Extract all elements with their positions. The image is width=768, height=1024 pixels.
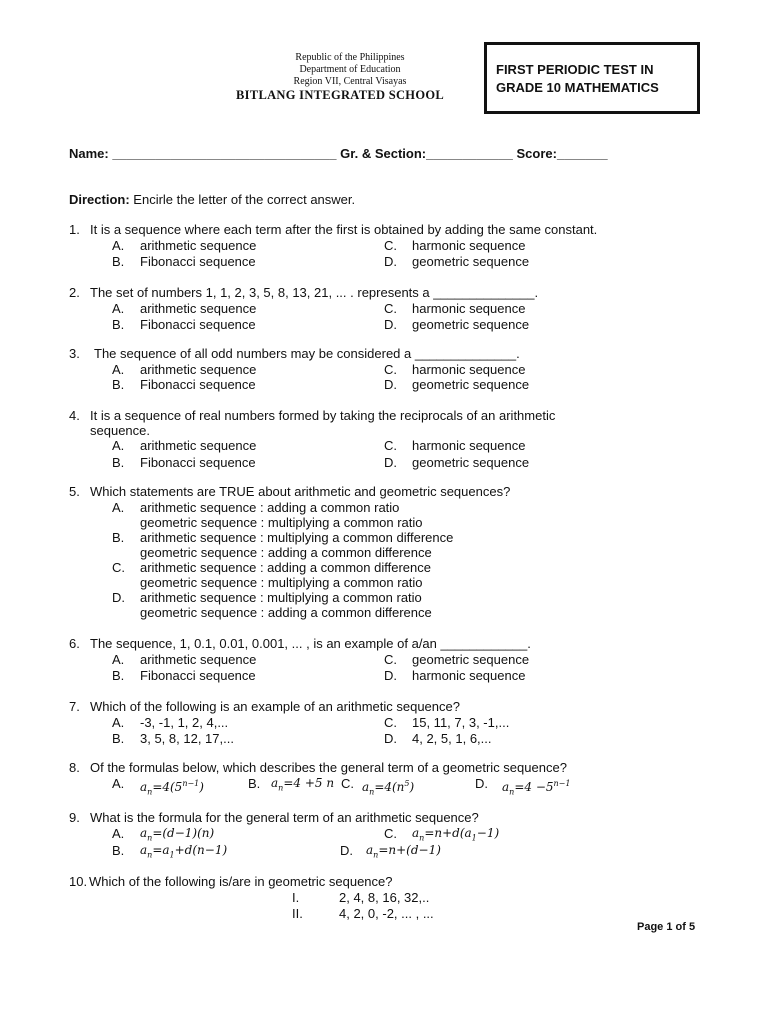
option-c-letter[interactable]: C.	[112, 560, 125, 575]
page-number: Page 1 of 5	[637, 921, 696, 933]
question-number: 6.	[69, 636, 80, 651]
question-number: 7.	[69, 699, 80, 714]
option-c-letter[interactable]: C.	[384, 826, 397, 841]
option-b-letter[interactable]: B.	[248, 776, 261, 791]
option-d-text: geometric sequence	[412, 455, 530, 470]
option-c-letter[interactable]: C.	[384, 652, 397, 667]
direction-text: Encirle the letter of the correct answer.	[133, 192, 356, 207]
question-number: 9.	[69, 810, 80, 825]
option-c-text: geometric sequence	[412, 652, 530, 667]
option-c-letter[interactable]: C.	[384, 438, 397, 453]
option-a-letter[interactable]: A.	[112, 715, 125, 730]
header-republic: Republic of the Philippines	[295, 52, 405, 63]
question-number: 3.	[69, 346, 80, 361]
option-d-letter[interactable]: D.	[384, 377, 397, 392]
option-a-line2: geometric sequence : multiplying a common ratio	[140, 515, 423, 530]
option-a-letter[interactable]: A.	[112, 438, 125, 453]
question-text: It is a sequence of real numbers formed by taking the reciprocals of an arithmetic	[90, 408, 556, 423]
name-field[interactable]: _______________________________	[112, 146, 337, 161]
question-number: 2.	[69, 285, 80, 300]
question-3	[0, 346, 768, 398]
option-b-letter[interactable]: B.	[112, 530, 125, 545]
question-text: Of the formulas below, which describes the general term of a geometric sequence?	[90, 760, 567, 775]
option-b-text: Fibonacci sequence	[140, 455, 256, 470]
option-a-text: arithmetic sequence	[140, 238, 257, 253]
direction-label: Direction:	[69, 192, 130, 207]
option-d-text: 4, 2, 5, 1, 6,...	[412, 731, 492, 746]
option-c-letter[interactable]: C.	[384, 238, 397, 253]
option-c-text: harmonic sequence	[412, 238, 526, 253]
question-7	[0, 699, 768, 751]
question-text: Which of the following is an example of an arithmetic sequence?	[90, 699, 460, 714]
question-2	[0, 285, 768, 337]
option-c-letter[interactable]: C.	[384, 715, 397, 730]
option-d-text: geometric sequence	[412, 254, 530, 269]
option-b-text: 3, 5, 8, 12, 17,...	[140, 731, 234, 746]
option-a-text: arithmetic sequence	[140, 301, 257, 316]
question-number: 4.	[69, 408, 80, 423]
option-a-text: arithmetic sequence	[140, 652, 257, 667]
option-a-text: arithmetic sequence	[140, 362, 257, 377]
question-number: 5.	[69, 484, 80, 499]
option-d-text: geometric sequence	[412, 317, 530, 332]
option-a-letter[interactable]: A.	[112, 301, 125, 316]
section-field[interactable]: ____________	[426, 146, 513, 161]
item-i-label: I.	[292, 890, 300, 905]
option-c-text: harmonic sequence	[412, 362, 526, 377]
option-a-letter[interactable]: A.	[112, 500, 125, 515]
question-5	[0, 484, 768, 624]
option-d-letter[interactable]: D.	[384, 254, 397, 269]
header-region: Region VII, Central Visayas	[293, 76, 407, 87]
option-b-letter[interactable]: B.	[112, 455, 125, 470]
option-a-formula: $a_n=4(5^{n-1})$	[140, 779, 204, 797]
option-b-text: Fibonacci sequence	[140, 317, 256, 332]
option-a-letter[interactable]: A.	[112, 362, 125, 377]
option-d-letter[interactable]: D.	[384, 668, 397, 683]
option-a-letter[interactable]: A.	[112, 238, 125, 253]
question-text: It is a sequence where each term after the first is obtained by adding the same constant.	[90, 222, 598, 237]
option-b-text: Fibonacci sequence	[140, 377, 256, 392]
option-d-letter[interactable]: D.	[475, 776, 488, 791]
question-text: The sequence of all odd numbers may be considered a ______________.	[94, 346, 520, 361]
question-9	[0, 810, 768, 862]
option-a-line1: arithmetic sequence : adding a common ratio	[140, 500, 400, 515]
option-c-letter[interactable]: C.	[384, 362, 397, 377]
option-b-letter[interactable]: B.	[112, 254, 125, 269]
question-4	[0, 408, 768, 472]
option-b-letter[interactable]: B.	[112, 377, 125, 392]
question-1	[0, 222, 768, 274]
item-i-text: 2, 4, 8, 16, 32,..	[339, 890, 430, 905]
section-label: Gr. & Section:	[340, 146, 427, 161]
option-c-letter[interactable]: C.	[341, 776, 354, 791]
option-d-text: geometric sequence	[412, 377, 530, 392]
question-8	[0, 760, 768, 796]
info-line	[69, 146, 608, 161]
option-b-formula: $a_n=4 +5$ n	[271, 776, 335, 793]
option-c-line2: geometric sequence : multiplying a common ratio	[140, 575, 423, 590]
question-number: 1.	[69, 222, 80, 237]
question-6	[0, 636, 768, 688]
item-ii-text: 4, 2, 0, -2, ... , ...	[339, 906, 434, 921]
option-b-letter[interactable]: B.	[112, 731, 125, 746]
question-number: 8.	[69, 760, 80, 775]
option-b-letter[interactable]: B.	[112, 317, 125, 332]
question-text: The set of numbers 1, 1, 2, 3, 5, 8, 13, 21, ... . represents a ______________.	[90, 285, 539, 300]
option-d-formula: $a_n=n+(d-1)$	[366, 843, 441, 860]
option-c-formula: $a_n=n+d(a_1-1)$	[412, 826, 500, 843]
option-d-line1: arithmetic sequence : multiplying a common ratio	[140, 590, 422, 605]
option-b-letter[interactable]: B.	[112, 668, 125, 683]
option-a-formula: $a_n=(d-1)(n)$	[140, 826, 215, 843]
option-b-letter[interactable]: B.	[112, 843, 125, 858]
direction	[69, 192, 355, 207]
question-text: What is the formula for the general term of an arithmetic sequence?	[90, 810, 479, 825]
option-d-letter[interactable]: D.	[384, 731, 397, 746]
test-title-line2: GRADE 10 MATHEMATICS	[496, 80, 659, 95]
option-a-letter[interactable]: A.	[112, 826, 125, 841]
option-b-line1: arithmetic sequence : multiplying a common difference	[140, 530, 454, 545]
question-10	[0, 874, 768, 924]
option-a-text: -3, -1, 1, 2, 4,...	[140, 715, 229, 730]
option-a-letter[interactable]: A.	[112, 776, 125, 791]
option-a-letter[interactable]: A.	[112, 652, 125, 667]
question-number: 10.	[69, 874, 88, 889]
option-c-formula: $a_n=4(n^5)$	[362, 779, 415, 797]
option-b-text: Fibonacci sequence	[140, 254, 256, 269]
school-name: BITLANG INTEGRATED SCHOOL	[236, 88, 445, 102]
option-d-letter[interactable]: D.	[340, 843, 353, 858]
score-field[interactable]: _______	[556, 146, 608, 161]
option-c-text: harmonic sequence	[412, 301, 526, 316]
option-a-text: arithmetic sequence	[140, 438, 257, 453]
option-d-formula: $a_n=4 -5^{n-1}$	[502, 779, 571, 797]
option-b-formula: $a_n=a_1+d(n-1)$	[140, 843, 228, 860]
score-label: Score:	[516, 146, 557, 161]
option-d-text: harmonic sequence	[412, 668, 526, 683]
header-department: Department of Education	[299, 64, 401, 75]
option-c-line1: arithmetic sequence : adding a common difference	[140, 560, 431, 575]
item-ii-label: II.	[292, 906, 303, 921]
option-d-letter[interactable]: D.	[112, 590, 125, 605]
question-text: The sequence, 1, 0.1, 0.01, 0.001, ... , is an example of a/an ____________.	[90, 636, 531, 651]
option-c-text: 15, 11, 7, 3, -1,...	[412, 715, 510, 730]
question-text: Which of the following is/are in geometric sequence?	[89, 874, 393, 889]
option-d-line2: geometric sequence : adding a common difference	[140, 605, 432, 620]
test-title-box	[484, 42, 700, 114]
question-text: Which statements are TRUE about arithmetic and geometric sequences?	[90, 484, 511, 499]
option-b-line2: geometric sequence : adding a common difference	[140, 545, 432, 560]
question-text-cont: sequence.	[90, 423, 150, 438]
name-label: Name:	[69, 146, 109, 161]
option-d-letter[interactable]: D.	[384, 455, 397, 470]
option-d-letter[interactable]: D.	[384, 317, 397, 332]
option-c-letter[interactable]: C.	[384, 301, 397, 316]
option-c-text: harmonic sequence	[412, 438, 526, 453]
option-b-text: Fibonacci sequence	[140, 668, 256, 683]
test-title-line1: FIRST PERIODIC TEST IN	[496, 62, 654, 77]
